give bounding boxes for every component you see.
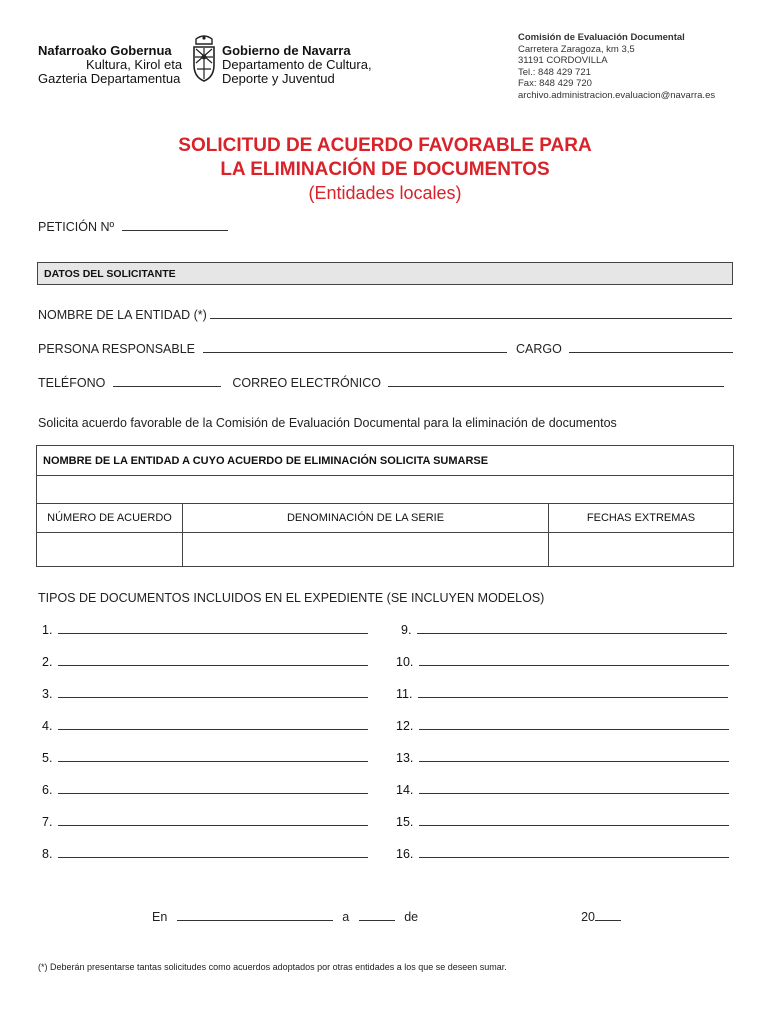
correo-input[interactable] (388, 374, 724, 387)
item-input[interactable] (58, 653, 368, 666)
item-input[interactable] (419, 781, 729, 794)
responsable-row (38, 340, 733, 356)
item-input[interactable] (418, 685, 728, 698)
item-input[interactable] (419, 845, 729, 858)
es-department-name (222, 44, 372, 86)
col-numero-acuerdo: NÚMERO DE ACUERDO (37, 504, 183, 533)
contact-city: 31191 CORDOVILLA (518, 55, 608, 66)
item-number: 5. (42, 751, 53, 765)
es-department-line2: Departamento de Cultura, (222, 57, 372, 72)
contact-address: Carretera Zaragoza, km 3,5 (518, 43, 635, 55)
eu-department-line3: Gazteria Departamentua (38, 71, 181, 86)
item-number: 14. (396, 783, 414, 797)
item-input[interactable] (58, 845, 368, 858)
list-item (42, 749, 368, 765)
item-input[interactable] (419, 813, 729, 826)
eu-government-name: Nafarroako Gobernua (38, 43, 172, 58)
item-number: 16. (396, 847, 414, 861)
denominacion-serie-input[interactable] (183, 533, 549, 567)
peticion-input[interactable] (122, 218, 228, 231)
page-title-line2: LA ELIMINACIÓN DE DOCUMENTOS (220, 159, 550, 180)
responsable-input[interactable] (203, 340, 507, 353)
item-number: 10. (396, 655, 414, 669)
item-input[interactable] (58, 813, 368, 826)
commission-name: Comisión de Evaluación Documental (518, 32, 685, 43)
item-input[interactable] (419, 653, 729, 666)
footnote: (*) Deberán presentarse tantas solicitudes como acuerdos adoptados por otras entidades a los que se deseen sumar. (38, 962, 507, 972)
list-item (396, 717, 729, 733)
responsable-label: PERSONA RESPONSABLE (38, 342, 196, 356)
item-number: 15. (396, 815, 414, 829)
list-item (396, 749, 729, 765)
correo-label: CORREO ELECTRÓNICO (232, 376, 381, 390)
a-label: a (342, 910, 350, 924)
es-government-name: Gobierno de Navarra (222, 43, 351, 58)
item-number: 11. (396, 687, 413, 701)
page-title-line1: SOLICITUD DE ACUERDO FAVORABLE PARA (178, 135, 592, 156)
peticion-label: PETICIÓN Nº (38, 220, 115, 234)
eu-department-line2: Kultura, Kirol eta (86, 57, 183, 72)
contact-block (518, 32, 715, 101)
contact-email: archivo.administracion.evaluacion@navarra.es (518, 89, 716, 101)
item-number: 2. (42, 655, 53, 669)
item-input[interactable] (58, 621, 368, 634)
item-number: 9. (401, 623, 412, 637)
entidad-label: NOMBRE DE LA ENTIDAD (*) (38, 308, 207, 322)
item-number: 13. (396, 751, 414, 765)
item-input[interactable] (58, 781, 368, 794)
item-input[interactable] (58, 749, 368, 762)
entity-name-input[interactable] (37, 476, 734, 504)
col-fechas-extremas: FECHAS EXTREMAS (549, 504, 734, 533)
month-input[interactable] (428, 909, 578, 921)
item-number: 12. (396, 719, 414, 733)
entidad-input[interactable] (210, 306, 732, 319)
list-item (42, 685, 368, 701)
item-number: 6. (42, 783, 53, 797)
de-label: de (404, 910, 419, 924)
item-input[interactable] (419, 717, 729, 730)
telefono-input[interactable] (113, 374, 221, 387)
entity-table-header: NOMBRE DE LA ENTIDAD A CUYO ACUERDO DE ELIMINACIÓN SOLICITA SUMARSE (37, 446, 734, 476)
list-item (396, 845, 729, 861)
eu-department-name (38, 44, 182, 86)
page-subtitle: (Entidades locales) (308, 183, 462, 203)
fechas-extremas-input[interactable] (549, 533, 734, 567)
telefono-label: TELÉFONO (38, 376, 106, 390)
day-input[interactable] (359, 908, 395, 921)
list-item (396, 685, 728, 701)
contact-fax: Fax: 848 429 720 (518, 78, 592, 89)
signature-row (152, 908, 621, 924)
cargo-label: CARGO (515, 342, 562, 356)
item-number: 7. (42, 815, 53, 829)
navarra-coat-of-arms-icon (190, 35, 218, 85)
en-label: En (152, 910, 168, 924)
list-item (42, 653, 368, 669)
entity-table (36, 445, 734, 567)
solicita-text: Solicita acuerdo favorable de la Comisión de Evaluación Documental para la eliminación de documentos (38, 416, 617, 430)
list-item (396, 813, 729, 829)
item-input[interactable] (58, 685, 368, 698)
item-input[interactable] (417, 621, 727, 634)
list-item (42, 781, 368, 797)
list-item (42, 845, 368, 861)
item-number: 3. (42, 687, 53, 701)
col-denominacion-serie: DENOMINACIÓN DE LA SERIE (183, 504, 549, 533)
list-item (396, 781, 729, 797)
cargo-input[interactable] (569, 340, 733, 353)
list-item (42, 813, 368, 829)
item-number: 4. (42, 719, 53, 733)
list-item (42, 717, 368, 733)
item-number: 1. (42, 623, 53, 637)
item-number: 8. (42, 847, 53, 861)
list-item (396, 653, 729, 669)
list-item (42, 621, 368, 637)
list-item (401, 621, 727, 637)
entidad-row (38, 306, 732, 322)
contacto-row (38, 374, 724, 390)
year-prefix: 20 (581, 910, 595, 924)
item-input[interactable] (419, 749, 729, 762)
contact-tel: Tel.: 848 429 721 (518, 66, 591, 78)
tipos-label: TIPOS DE DOCUMENTOS INCLUIDOS EN EL EXPEDIENTE (SE INCLUYEN MODELOS) (38, 591, 545, 605)
section-datos-solicitante: DATOS DEL SOLICITANTE (37, 262, 733, 285)
es-department-line3: Deporte y Juventud (222, 71, 335, 86)
year-input[interactable] (595, 908, 621, 921)
item-input[interactable] (58, 717, 368, 730)
place-input[interactable] (177, 908, 333, 921)
numero-acuerdo-input[interactable] (37, 533, 183, 567)
peticion-row (38, 218, 228, 234)
